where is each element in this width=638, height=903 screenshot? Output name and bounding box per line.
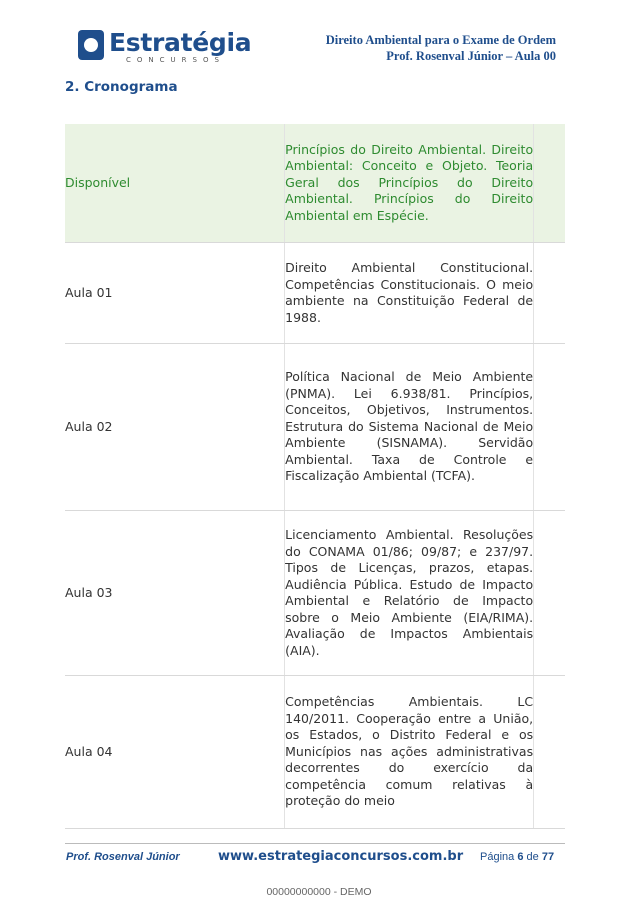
page-current: 6 [517,851,524,863]
page-of: de [526,851,539,863]
lesson-label: Aula 04 [65,676,285,829]
footer-website-link[interactable]: www.estrategiaconcursos.com.br [218,849,464,864]
footer-author: Prof. Rosenval Júnior [66,851,180,863]
page-prefix: Página [480,851,515,863]
footer-divider [65,843,565,844]
table-row [65,344,565,511]
table-row [65,243,565,344]
section-title: 2. Cronograma [65,79,178,95]
estrategia-logo [78,28,252,64]
empty-cell [534,511,565,676]
table-row [65,124,565,243]
page-header [0,0,638,80]
demo-watermark: 00000000000 - DEMO [266,886,372,898]
empty-cell [534,344,565,511]
lesson-content: Licenciamento Ambiental. Resoluções do CONAMA 01/86; 09/87; e 237/97. Tipos de Licenças, prazos, etapas. Audiência Pública. Estudo de Impacto Ambiental e Relatório de Impacto sobre o Meio Ambiente (EIA/RIMA). Avaliação de Impactos Ambientais (AIA). [285,511,534,676]
lesson-content: Princípios do Direito Ambiental. Direito Ambiental: Conceito e Objeto. Teoria Geral dos Princípios do Direito Ambiental. Princípios do Direito Ambiental em Espécie. [285,124,534,243]
document-title-line2: Prof. Rosenval Júnior – Aula 00 [386,49,556,63]
lesson-content: Política Nacional de Meio Ambiente (PNMA). Lei 6.938/81. Princípios, Conceitos, Objetivos, Instrumentos. Estrutura do Sistema Nacional de Meio Ambiente (SISNAMA). Servidão Ambiental. Taxa de Controle e Fiscalização Ambiental (TCFA). [285,344,534,511]
logo-name: Estratégia [109,28,252,57]
lesson-label: Aula 02 [65,344,285,511]
empty-cell [534,243,565,344]
document-title [326,32,556,64]
lesson-label: Disponível [65,124,285,243]
table-row [65,511,565,676]
logo-subtitle: CONCURSOS [126,56,225,64]
lesson-content: Direito Ambiental Constitucional. Competências Constitucionais. O meio ambiente na Constituição Federal de 1988. [285,243,534,344]
page-total: 77 [541,851,555,863]
table-row [65,676,565,829]
document-title-line1: Direito Ambiental para o Exame de Ordem [325,33,556,47]
schedule-table [65,124,565,829]
owl-logo-icon [78,30,104,60]
page-number [480,851,554,863]
lesson-label: Aula 03 [65,511,285,676]
lesson-content: Competências Ambientais. LC 140/2011. Cooperação entre a União, os Estados, o Distrito Federal e os Municípios nas ações administrativas decorrentes do exercício da competência comum relativas à proteção do meio [285,676,534,829]
empty-cell [534,676,565,829]
lesson-label: Aula 01 [65,243,285,344]
empty-cell [534,124,565,243]
